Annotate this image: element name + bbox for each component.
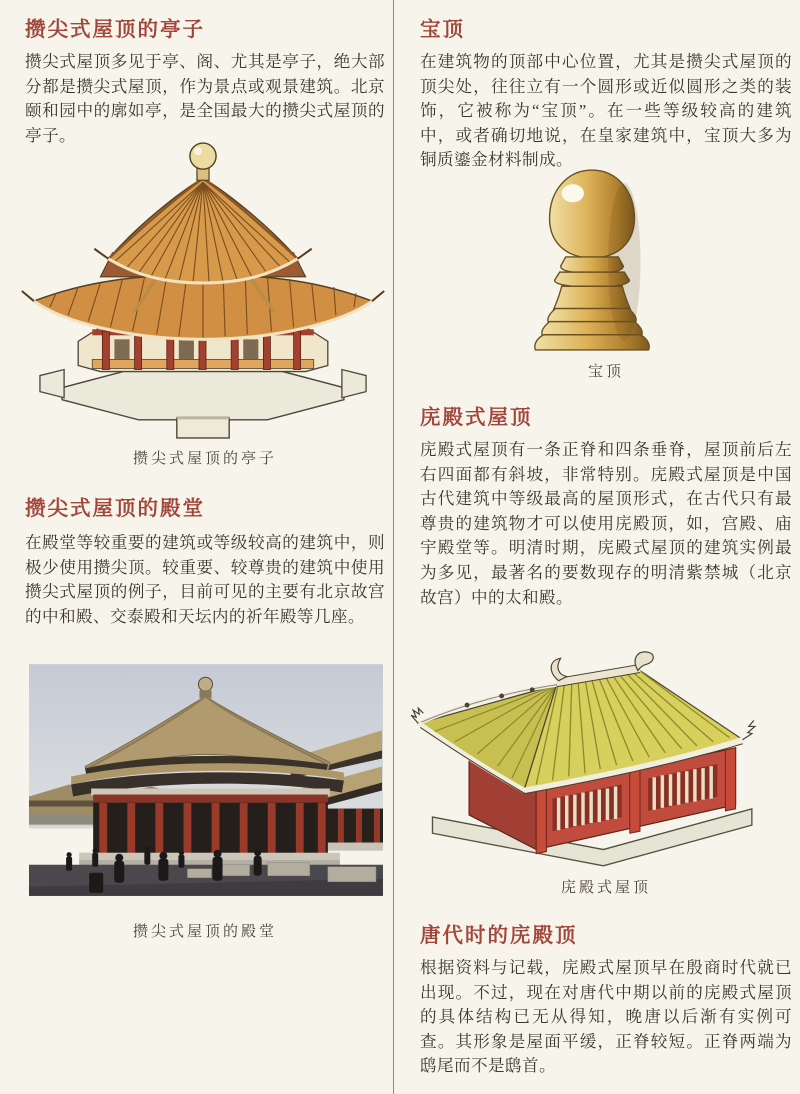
hall-photo	[29, 664, 383, 896]
hall-photo-caption: 攒尖式屋顶的殿堂	[132, 924, 277, 940]
heading-baoding: 宝顶	[420, 19, 465, 41]
baoding-caption: 宝顶	[587, 364, 624, 380]
pavilion-illustration	[15, 134, 391, 442]
wudian-illustration	[404, 650, 760, 868]
left-column	[25, 0, 385, 1094]
photo-plaza	[29, 863, 383, 896]
baoding-illustration	[508, 166, 676, 358]
heading-tang-wudian: 唐代时的庑殿顶	[420, 925, 578, 947]
column-divider	[393, 0, 394, 1094]
pavilion-finial	[190, 143, 216, 180]
wudian-caption: 庑殿式屋顶	[560, 880, 651, 896]
heading-pavilion-roof: 攒尖式屋顶的亭子	[25, 19, 205, 41]
paragraph-pavilion-hall: 在殿堂等较重要的建筑或等级较高的建筑中，则极少使用攒尖顶。较重要、较尊贵的建筑中使用攒尖式屋顶的例子，目前可见的主要有北京故宫的中和殿、交泰殿和天坛内的祈年殿等几座。	[25, 533, 385, 626]
heading-pavilion-hall: 攒尖式屋顶的殿堂	[25, 498, 205, 520]
paragraph-tang-wudian: 根据资料与记载，庑殿式屋顶早在殷商时代就已出现。不过，现在对唐代中期以前的庑殿式屋顶的具体结构已无从得知，晚唐以后渐有实例可查。其形象是屋面平缓，正脊较短。正脊两端为鸱尾而不是鸱首。	[420, 958, 792, 1076]
paragraph-pavilion-roof: 攒尖式屋顶多见于亭、阁、尤其是亭子，绝大部分都是攒尖式屋顶，作为景点或观景建筑。北京颐和园中的廓如亭，是全国最大的攒尖式屋顶的亭子。	[25, 52, 385, 145]
pavilion-base	[40, 368, 366, 438]
heading-wudian-roof: 庑殿式屋顶	[420, 407, 533, 429]
pavilion-lower-roof	[22, 275, 384, 339]
pavilion-upper-roof	[94, 178, 311, 283]
right-column	[420, 0, 792, 1094]
pavilion-caption: 攒尖式屋顶的亭子	[132, 451, 277, 467]
paragraph-wudian-roof: 庑殿式屋顶有一条正脊和四条垂脊，屋顶前后左右四面都有斜坡，非常特别。庑殿式屋顶是中国古代建筑中等级最高的屋顶形式，在古代只有最尊贵的建筑物才可以使用庑殿顶，如，宫殿、庙宇殿堂等。明清时期，庑殿式屋顶的建筑实例最为多见，最著名的要数现存的明清紫禁城（北京故宫）中的太和殿。	[420, 440, 792, 607]
paragraph-baoding: 在建筑物的顶部中心位置，尤其是攒尖式屋顶的顶尖处，往往立有一个圆形或近似圆形之类的装饰，它被称为“宝顶”。在一些等级较高的建筑中，或者确切地说，在皇家建筑中，宝顶大多为铜质鎏金材料制成。	[420, 52, 792, 170]
